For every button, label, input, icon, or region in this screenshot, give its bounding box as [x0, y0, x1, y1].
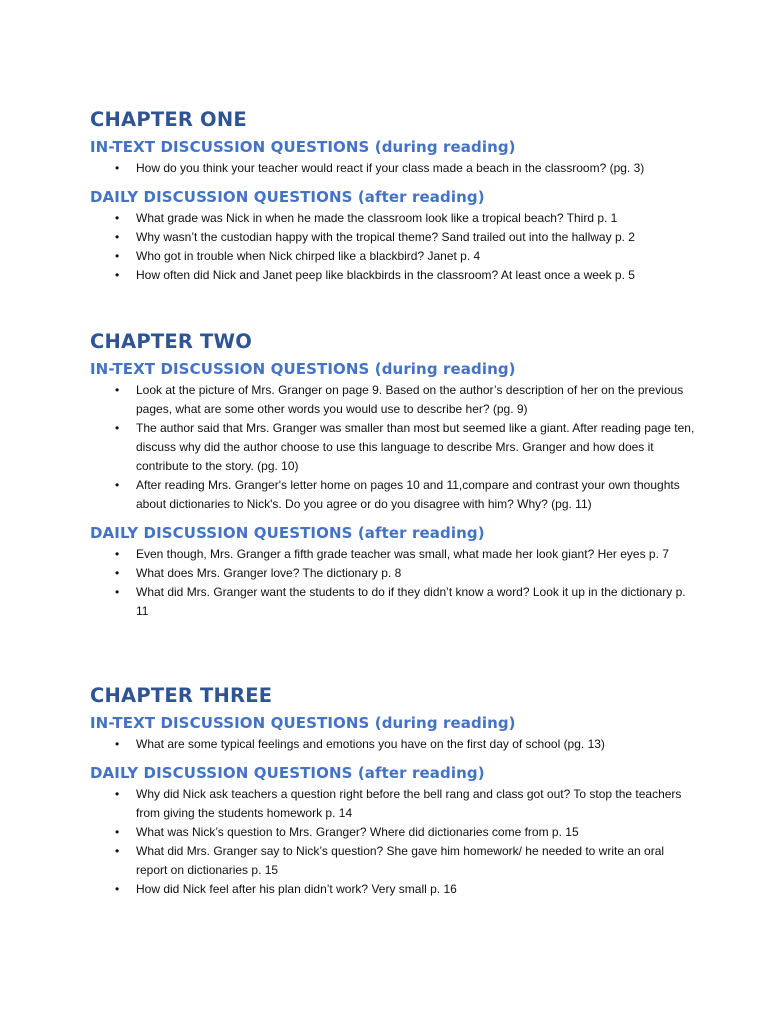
- daily-questions-list: [90, 785, 690, 899]
- list-item: • What was Nick’s question to Mrs. Granger? Where did dictionaries come from p. 15: [90, 823, 696, 842]
- in-text-questions-list: [90, 735, 690, 754]
- chapter-title: CHAPTER ONE: [90, 108, 247, 131]
- list-item: • After reading Mrs. Granger's letter home on pages 10 and 11,compare and contrast your own thoughts about dictionaries to Nick's. Do you agree or do you disagree with him? Why? (pg. 11): [90, 476, 696, 514]
- chapter-two-section: [90, 328, 695, 621]
- chapter-one-section: [90, 106, 690, 285]
- list-item: • What does Mrs. Granger love? The dictionary p. 8: [90, 564, 696, 583]
- in-text-questions-list: [90, 159, 690, 178]
- in-text-questions-heading: IN-TEXT DISCUSSION QUESTIONS (during reading): [90, 138, 516, 156]
- list-item: • Look at the picture of Mrs. Granger on page 9. Based on the author’s description of her on the previous pages, what are some other words you would use to describe her? (pg. 9): [90, 381, 696, 419]
- daily-questions-heading: DAILY DISCUSSION QUESTIONS (after reading): [90, 764, 485, 782]
- daily-questions-list: [90, 209, 690, 285]
- list-item: • How do you think your teacher would react if your class made a beach in the classroom? (pg. 3): [90, 159, 696, 178]
- list-item: • What grade was Nick in when he made the classroom look like a tropical beach? Third p. 1: [90, 209, 696, 228]
- list-item: • Why wasn’t the custodian happy with the tropical theme? Sand trailed out into the hallway p. 2: [90, 228, 696, 247]
- chapter-three-section: [90, 682, 690, 899]
- list-item: • What did Mrs. Granger want the students to do if they didn’t know a word? Look it up in the dictionary p. 11: [90, 583, 696, 621]
- in-text-questions-heading: IN-TEXT DISCUSSION QUESTIONS (during reading): [90, 360, 516, 378]
- in-text-questions-list: [90, 381, 695, 514]
- daily-questions-heading: DAILY DISCUSSION QUESTIONS (after reading): [90, 188, 485, 206]
- list-item: • How often did Nick and Janet peep like blackbirds in the classroom? At least once a week p. 5: [90, 266, 696, 285]
- list-item: • Even though, Mrs. Granger a fifth grade teacher was small, what made her look giant? Her eyes p. 7: [90, 545, 696, 564]
- in-text-questions-heading: IN-TEXT DISCUSSION QUESTIONS (during reading): [90, 714, 516, 732]
- daily-questions-list: [90, 545, 690, 621]
- chapter-title: CHAPTER TWO: [90, 330, 253, 353]
- list-item: • How did Nick feel after his plan didn’t work? Very small p. 16: [90, 880, 696, 899]
- list-item: • Why did Nick ask teachers a question right before the bell rang and class got out? To stop the teachers from giving the students homework p. 14: [90, 785, 696, 823]
- list-item: • What did Mrs. Granger say to Nick’s question? She gave him homework/ he needed to write an oral report on dictionaries p. 15: [90, 842, 696, 880]
- chapter-title: CHAPTER THREE: [90, 684, 273, 707]
- list-item: • What are some typical feelings and emotions you have on the first day of school (pg. 13): [90, 735, 696, 754]
- list-item: • The author said that Mrs. Granger was smaller than most but seemed like a giant. After reading page ten, discuss why did the author choose to use this language to describe Mrs. Granger and how does it contribute to the story. (pg. 10): [90, 419, 696, 476]
- daily-questions-heading: DAILY DISCUSSION QUESTIONS (after reading): [90, 524, 485, 542]
- list-item: • Who got in trouble when Nick chirped like a blackbird? Janet p. 4: [90, 247, 696, 266]
